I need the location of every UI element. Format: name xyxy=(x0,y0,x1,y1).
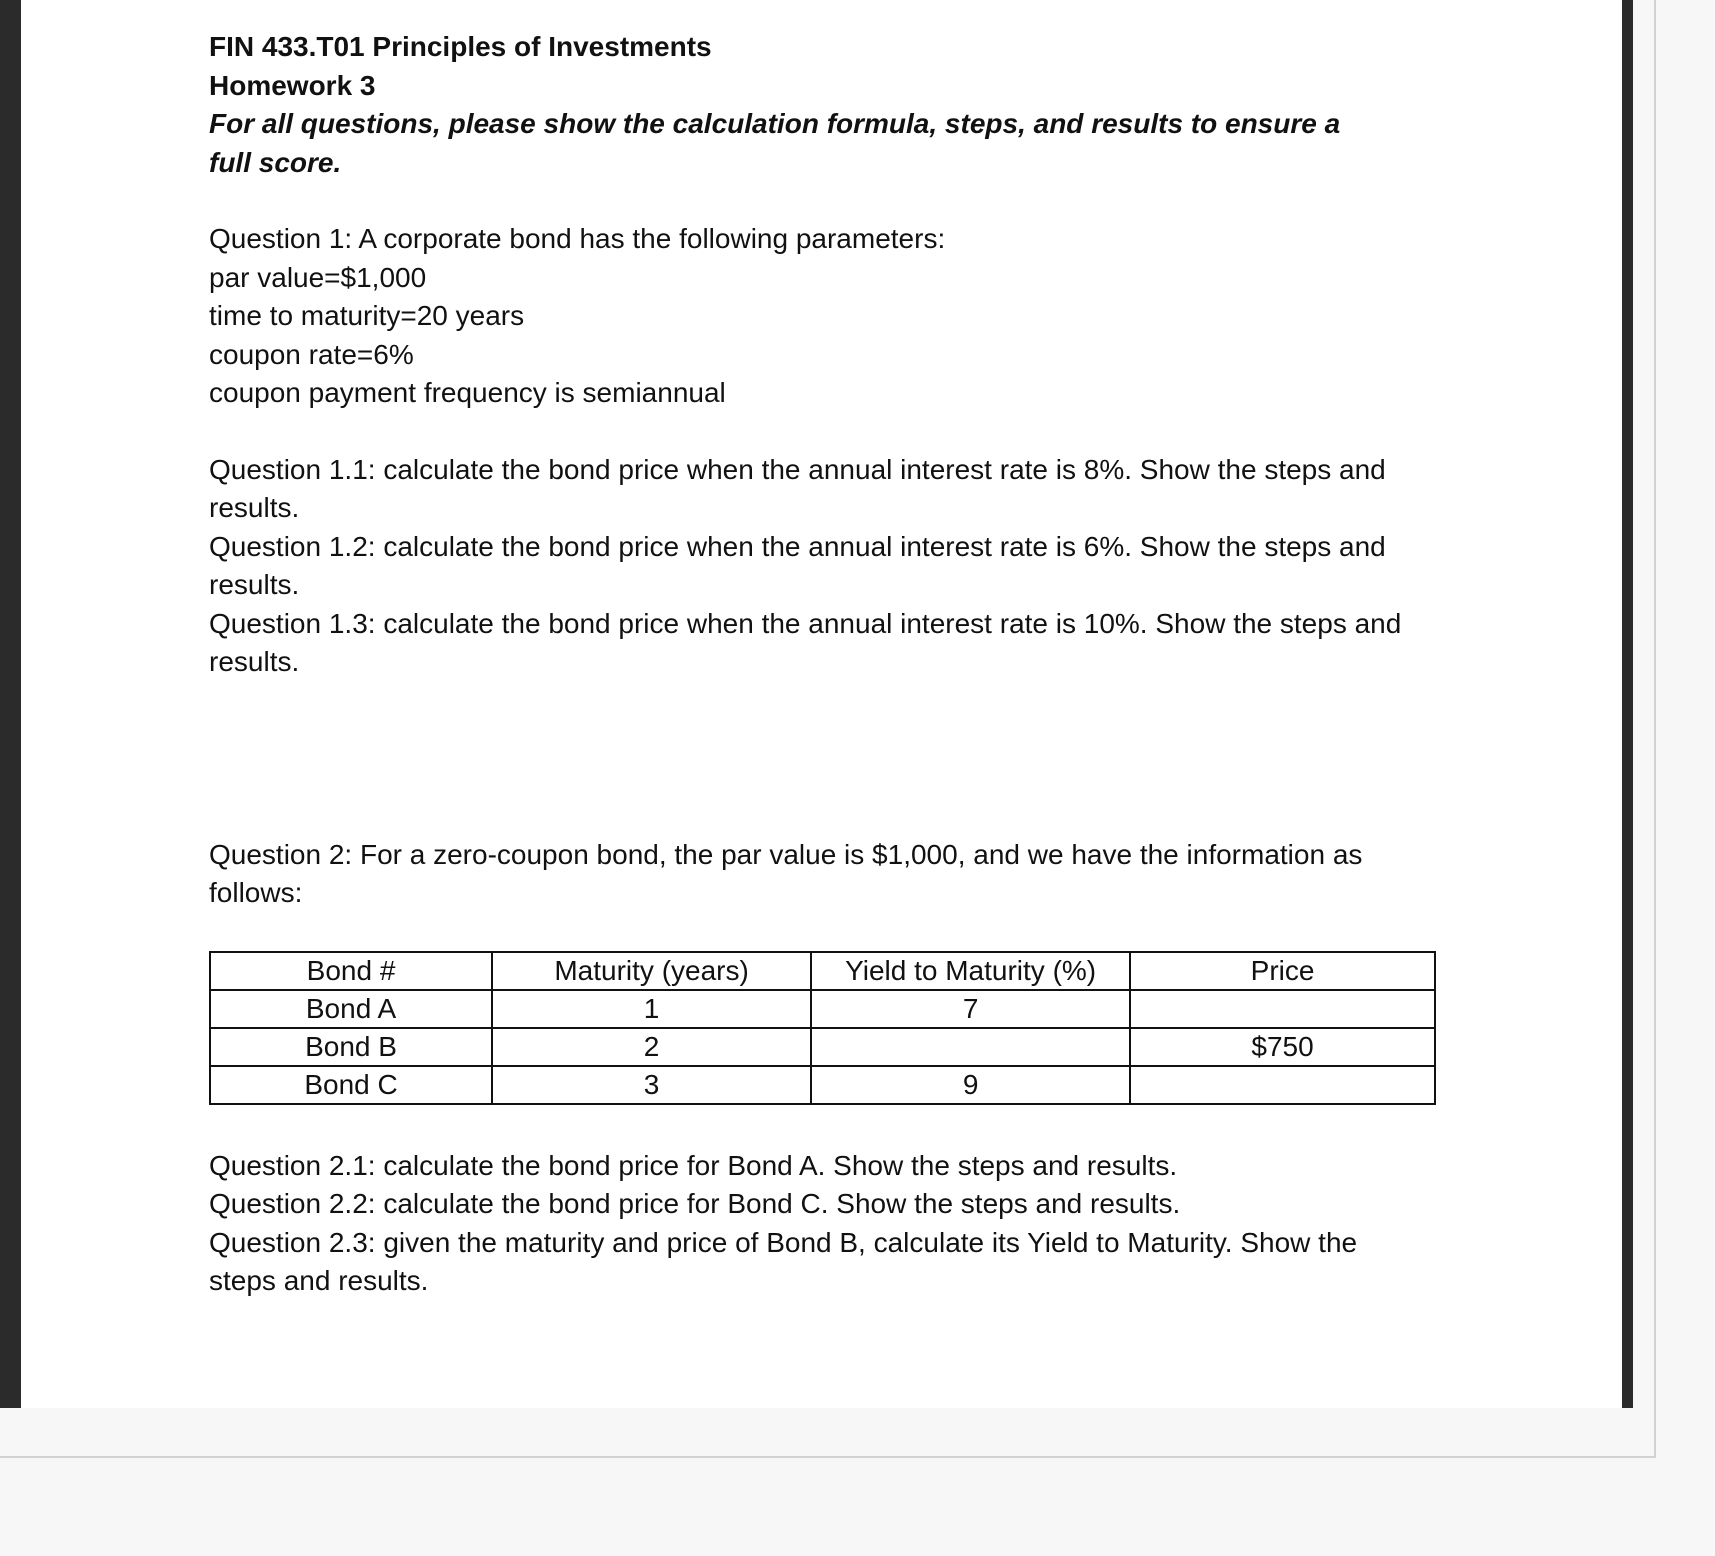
cell-bond: Bond A xyxy=(210,990,492,1028)
question-1-2: Question 1.2: calculate the bond price when the annual interest rate is 6%. Show the steps and results. xyxy=(209,530,1386,600)
cell-bond: Bond C xyxy=(210,1066,492,1104)
cell-price xyxy=(1130,990,1435,1028)
table-row xyxy=(210,990,1435,1028)
cell-ytm: 9 xyxy=(811,1066,1130,1104)
param-coupon-rate: coupon rate=6% xyxy=(209,338,414,370)
question-2-1: Question 2.1: calculate the bond price for Bond A. Show the steps and results. xyxy=(209,1149,1178,1181)
param-par-value: par value=$1,000 xyxy=(209,261,427,293)
question-2-2: Question 2.2: calculate the bond price for Bond C. Show the steps and results. xyxy=(209,1188,1181,1219)
question-1-intro: Question 1: A corporate bond has the following parameters: xyxy=(209,223,946,254)
bond-table xyxy=(209,951,1436,1105)
param-frequency: coupon payment frequency is semiannual xyxy=(209,377,726,408)
table-row xyxy=(210,1066,1435,1104)
homework-title: Homework 3 xyxy=(209,69,376,101)
header-price: Price xyxy=(1130,952,1435,990)
header-bond: Bond # xyxy=(210,952,492,990)
question-2-intro: Question 2: For a zero-coupon bond, the par value is $1,000, and we have the information as follows: xyxy=(209,838,1363,908)
cell-maturity: 1 xyxy=(492,990,811,1028)
cell-ytm: 7 xyxy=(811,990,1130,1028)
question-1-1: Question 1.1: calculate the bond price when the annual interest rate is 8%. Show the steps and results. xyxy=(209,453,1386,523)
page-bottom-edge xyxy=(0,1456,1656,1458)
cell-price: $750 xyxy=(1130,1028,1435,1066)
course-title: FIN 433.T01 Principles of Investments xyxy=(209,31,712,62)
table-row xyxy=(210,1028,1435,1066)
table-header-row xyxy=(210,952,1435,990)
cell-price xyxy=(1130,1066,1435,1104)
page-right-edge xyxy=(1654,0,1656,1458)
cell-bond: Bond B xyxy=(210,1028,492,1066)
question-1-3: Question 1.3: calculate the bond price when the annual interest rate is 10%. Show the steps and results. xyxy=(209,607,1402,677)
header-ytm: Yield to Maturity (%) xyxy=(811,952,1130,990)
question-2-3: Question 2.3: given the maturity and price of Bond B, calculate its Yield to Maturity. Show the steps and results. xyxy=(209,1226,1358,1296)
instruction-text: For all questions, please show the calculation formula, steps, and results to ensure a full score. xyxy=(209,108,1341,178)
cell-maturity: 3 xyxy=(492,1066,811,1104)
window-right-border xyxy=(1622,0,1633,1408)
header-maturity: Maturity (years) xyxy=(492,952,811,990)
document-content xyxy=(209,28,1459,1301)
cell-maturity: 2 xyxy=(492,1028,811,1066)
cell-ytm xyxy=(811,1028,1130,1066)
window-left-border xyxy=(0,0,21,1408)
param-maturity: time to maturity=20 years xyxy=(209,300,525,331)
